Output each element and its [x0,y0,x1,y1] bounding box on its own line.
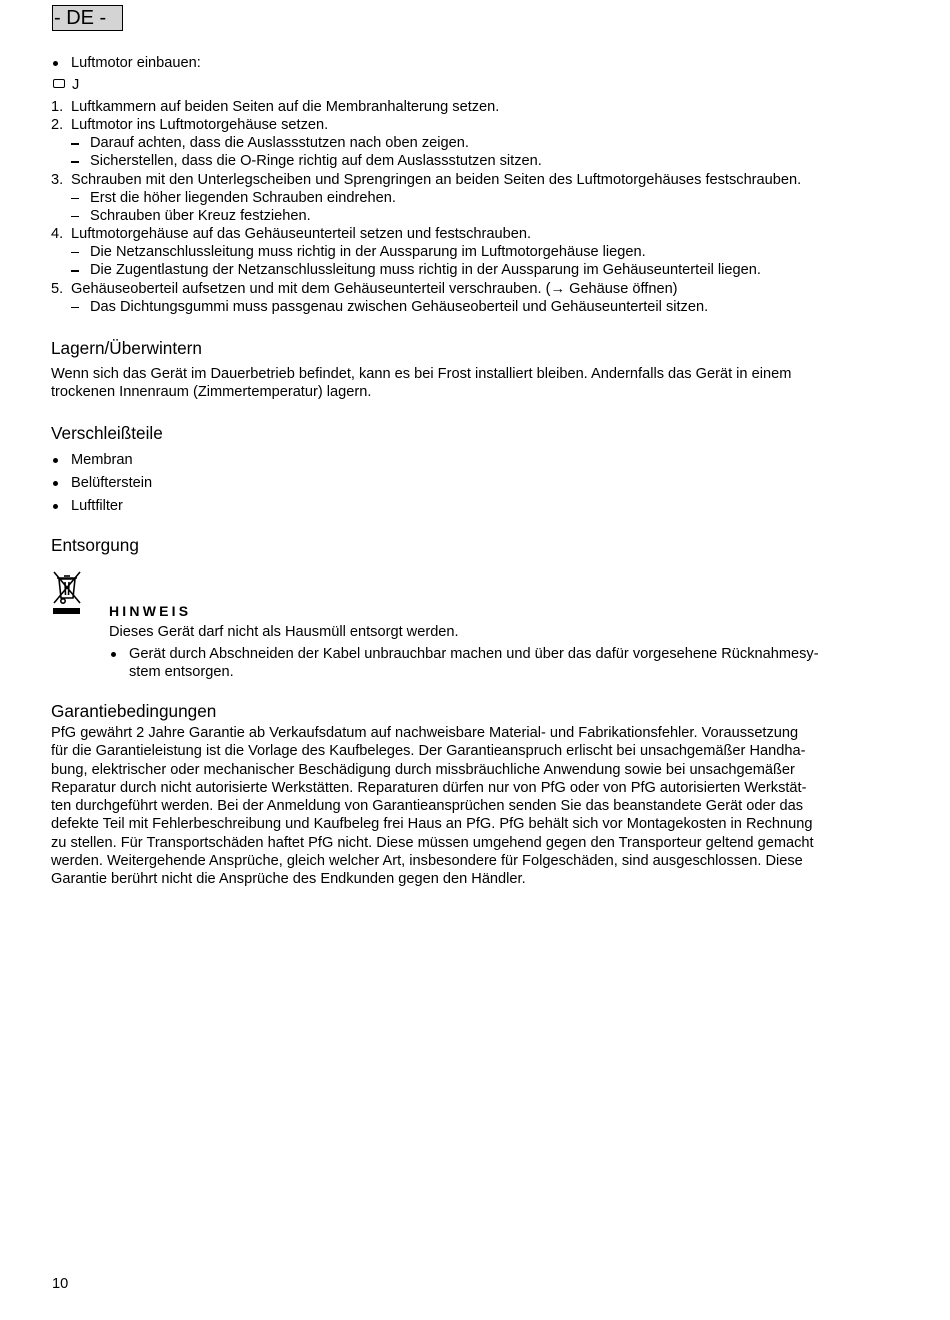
bullet-icon [53,481,58,486]
warranty-heading: Garantiebedingungen [51,701,217,721]
dash-icon [71,307,79,308]
dash-icon [71,216,79,217]
wear-parts-heading: Verschleißteile [51,423,163,443]
bullet-icon [53,61,58,66]
text-line: defekte Teil mit Fehlerbeschreibung und Kaufbeleg frei Haus an PfG. PfG behält sich vor Montagekosten in Rechnung [51,816,813,833]
dash-icon [71,143,79,144]
disposal-instruction [129,645,819,682]
text-line: zu stellen. Für Transportschäden haftet PfG nicht. Diese müssen umgehend gegen den Transporteur geltend gemacht [51,834,814,851]
dash-icon [71,252,79,253]
crossed-out-wheelie-bin-icon [50,570,84,617]
step-number: 3. [51,171,64,188]
text-line: PfG gewährt 2 Jahre Garantie ab Verkaufsdatum auf nachweisbare Material- und Fabrikationsfehler. Voraussetzung [51,725,799,741]
disposal-heading: Entsorgung [51,535,139,555]
note-label: HINWEIS [109,603,192,619]
dash-icon [71,161,79,162]
text-line: für die Garantieleistung ist die Vorlage des Kaufbeleges. Der Garantieanspruch erlischt bei unsachgemäßer Handha- [51,743,806,760]
substep-text: Die Netzanschlussleitung muss richtig in der Aussparung im Luftmotorgehäuse liegen. [90,244,646,261]
step-text: Luftmotor ins Luftmotorgehäuse setzen. [71,117,329,134]
text-line: trockenen Innenraum (Zimmertemperatur) lagern. [51,384,372,401]
step-text: Schrauben mit den Unterlegscheiben und Sprengringen an beiden Seiten des Luftmotorgehäuses festschrauben. [71,171,802,188]
figure-reference: J [72,77,80,93]
text-line: werden. Weitergehende Ansprüche, gleich welcher Art, insbesondere für Folgeschäden, sind ausgeschlossen. Diese [51,853,803,870]
dash-icon [71,198,79,199]
text-line: stem entsorgen. [129,664,234,681]
step-number: 1. [51,99,64,115]
step-number: 5. [51,280,64,297]
bullet-icon [53,458,58,463]
substep-text: Schrauben über Kreuz festziehen. [90,207,311,224]
substep-text: Die Zugentlastung der Netzanschlussleitung muss richtig in der Aussparung im Gehäuseunterteil liegen. [90,262,761,279]
step-text: Luftmotorgehäuse auf das Gehäuseunterteil setzen und festschrauben. [71,226,532,243]
text-line: bung, elektrischer oder mechanischer Beschädigung durch missbräuchliche Anwendung sowie bei unsachgemäßer [51,761,795,778]
substep-text: Erst die höher liegenden Schrauben eindrehen. [90,189,396,206]
text-line: Gerät durch Abschneiden der Kabel unbrauchbar machen und über das dafür vorgesehene Rücknahmesy- [129,646,819,662]
substep-text: Darauf achten, dass die Auslassstutzen nach oben zeigen. [90,135,469,152]
step-text: Gehäuseoberteil aufsetzen und mit dem Gehäuseunterteil verschrauben. (→ Gehäuse öffnen) [71,280,678,297]
list-item: Membran [71,452,133,468]
storage-text [51,365,791,402]
page-number: 10 [52,1276,69,1292]
text-line: Garantie berührt nicht die Ansprüche des Endkunden gegen den Händler. [51,871,526,888]
bullet-icon [111,652,116,657]
list-item: Belüfterstein [71,475,153,491]
text-line: Reparatur durch nicht autorisierte Werkstätten. Reparaturen dürfen nur von PfG oder von PfG autorisierten Werkstät- [51,779,807,796]
step-text: Luftkammern auf beiden Seiten auf die Membranhalterung setzen. [71,99,500,115]
warranty-text [51,724,814,889]
substep-text: Sicherstellen, dass die O-Ringe richtig auf dem Auslassstutzen sitzen. [90,153,542,170]
language-tag: - DE - [52,5,123,31]
substep-text: Das Dichtungsgummi muss passgenau zwischen Gehäuseoberteil und Gehäuseunterteil sitzen. [90,298,709,315]
storage-heading: Lagern/Überwintern [51,338,202,358]
figure-reference-icon [53,79,65,88]
dash-icon [71,270,79,271]
step-number: 2. [51,117,64,134]
list-item: Luftfilter [71,498,123,514]
step-number: 4. [51,226,64,243]
bullet-icon [53,504,58,509]
text-line: Wenn sich das Gerät im Dauerbetrieb befindet, kann es bei Frost installiert bleiben. Andernfalls das Gerät in einem [51,366,792,382]
text-line: ten durchgeführt werden. Bei der Anmeldung von Garantieansprüchen senden Sie das beanstandete Gerät oder das [51,798,804,815]
note-text: Dieses Gerät darf nicht als Hausmüll entsorgt werden. [109,624,459,640]
install-bullet: Luftmotor einbauen: [71,55,201,71]
